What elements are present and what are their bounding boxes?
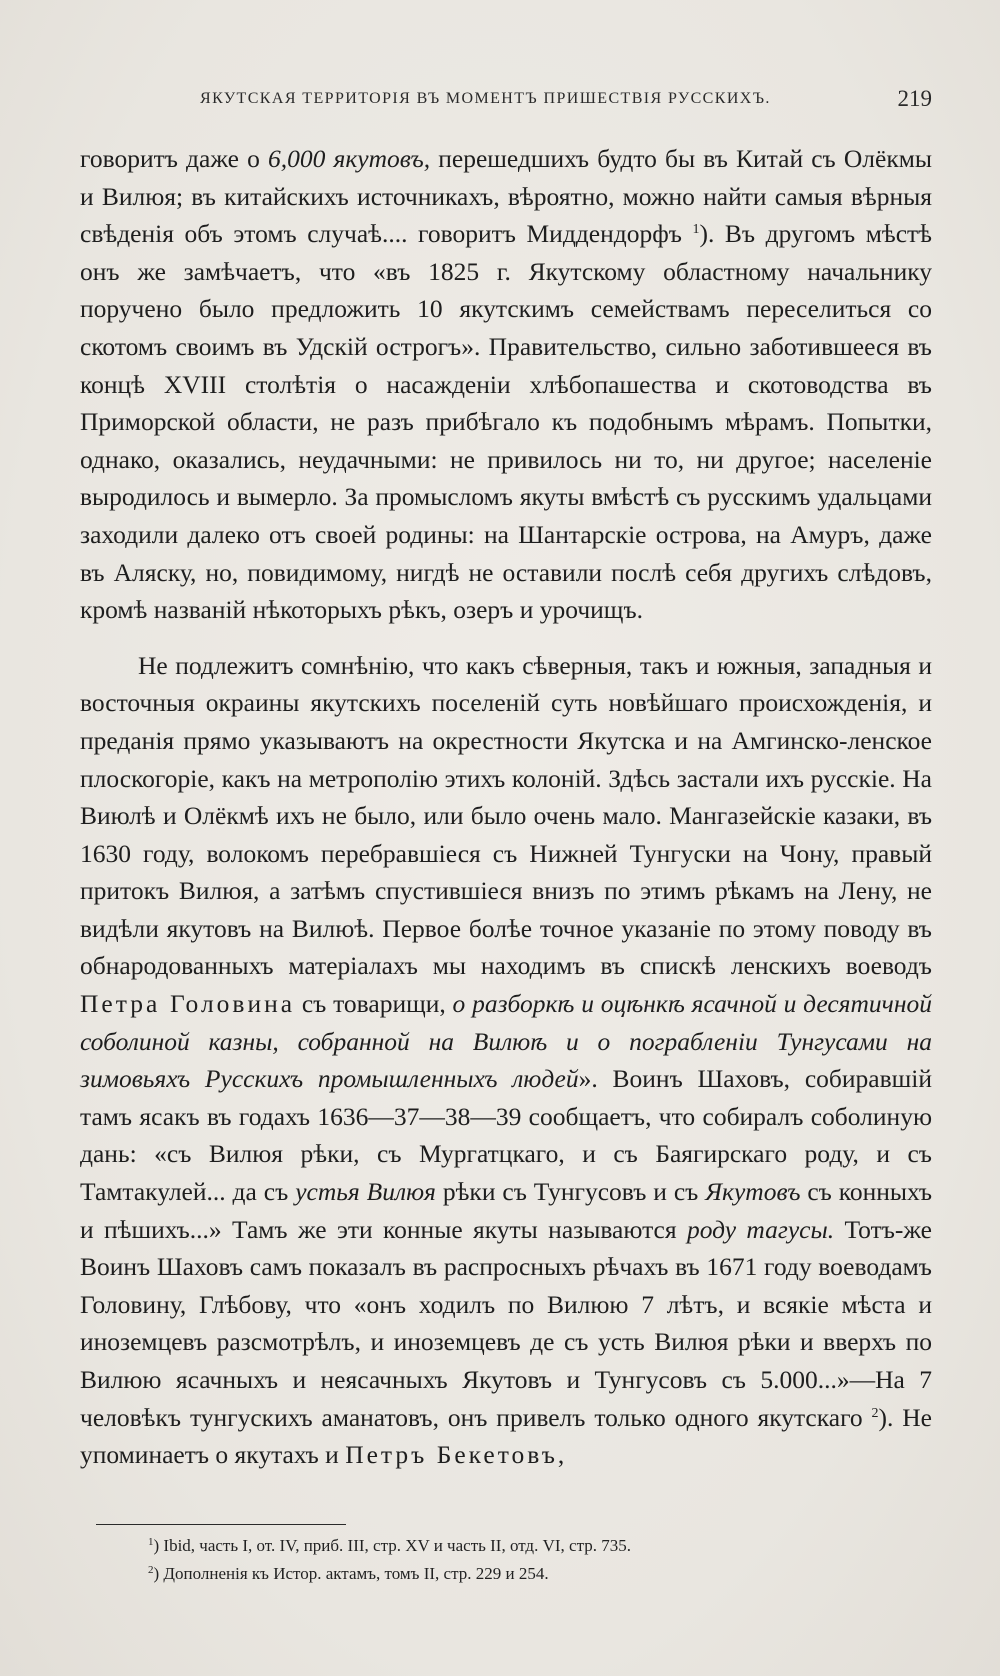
text-run: , bbox=[557, 1440, 565, 1470]
footnote-2 bbox=[148, 1560, 908, 1588]
footnote-ref-1: 1 bbox=[692, 222, 700, 238]
footnotes bbox=[148, 1532, 908, 1588]
running-head bbox=[80, 86, 932, 118]
footnote-1 bbox=[148, 1532, 908, 1560]
italic-run: о разборкѣ и оцѣнкѣ ясачной и десятичной соболиной казны, собранной на Вилюѣ и о пограбленіи Тунгусами на зимовьяхъ Русскихъ промышленныхъ людей bbox=[80, 989, 932, 1094]
text-run: съ конныхъ и пѣшихъ...» Тамъ же эти конные якуты называются bbox=[80, 1177, 933, 1244]
footnote-divider bbox=[96, 1524, 346, 1525]
footnote-mark: 1 bbox=[148, 1536, 154, 1548]
text-run: говоритъ даже о bbox=[80, 144, 268, 173]
text-run: Не подлежитъ сомнѣнію, что какъ сѣверныя, такъ и южныя, западныя и восточныя окраины якутскихъ поселеній суть новѣйшаго происхожденія, и преданія прямо указываютъ на окрестности Якутска и на Амгинско-ленское плоскогоріе, какъ на метрополію этихъ колоній. Здѣсь застали ихъ русскіе. На Виюлѣ и Олёкмѣ ихъ не было, или было очень мало. Мангазейскіе казаки, въ 1630 году, волокомъ перебравшіеся съ Нижней Тунгуски на Чону, правый притокъ Вилюя, а затѣмъ спустившіеся внизъ по этимъ рѣкамъ на Лену, не видѣли якутовъ на Вилюѣ. Первое болѣе точное указаніе по этому поводу въ обнародованныхъ матеріалахъ мы находимъ въ спискѣ ленскихъ воеводъ bbox=[80, 650, 932, 981]
text-run: ). Въ другомъ мѣстѣ онъ же замѣчаетъ, что «въ 1825 г. Якутскому областному начальнику поручено было предложить 10 якутскимъ семействамъ переселиться со скотомъ своимъ въ Удскій острогъ». Правительство, сильно заботившееся въ концѣ XVIII столѣтія о насажденіи хлѣбопашества и скотоводства въ Приморской области, не разъ прибѣгало къ подобнымъ мѣрамъ. Попытки, однако, оказались, неудачными: не привилось ни то, ни другое; населеніе выродилось и вымерло. За промысломъ якуты вмѣстѣ съ русскимъ удальцами заходили далеко отъ своей родины: на Шантарскіе острова, на Амуръ, даже въ Аляску, но, повидимому, нигдѣ не оставили послѣ себя другихъ слѣдовъ, кромѣ названій нѣкоторыхъ рѣкъ, озеръ и урочищъ. bbox=[80, 219, 933, 625]
running-title: ЯКУТСКАЯ ТЕРРИТОРІЯ ВЪ МОМЕНТЪ ПРИШЕСТВІЯ РУССКИХЪ. bbox=[200, 90, 771, 107]
text-run: ). Не упоминаетъ о якутахъ и bbox=[80, 1402, 932, 1470]
italic-run: устья Вилюя bbox=[295, 1177, 436, 1207]
footnote-text: ) Ibid, часть I, от. IV, приб. III, стр. XV и часть II, отд. VI, стр. 735. bbox=[153, 1536, 631, 1555]
footnote-text: ) Дополненія къ Истор. актамъ, томъ II, стр. 229 и 254. bbox=[153, 1564, 549, 1583]
footnote-ref-2: 2 bbox=[871, 1405, 879, 1421]
page-number: 219 bbox=[897, 86, 932, 111]
text-run: съ товарищи, bbox=[295, 989, 453, 1019]
text-run: перешедшихъ будто бы въ Китай съ Олёкмы и Вилюя; въ китайскихъ источникахъ, вѣроятно, можно найти самыя вѣрныя свѣденія объ этомъ случаѣ.... говоритъ Миддендорфъ bbox=[80, 144, 932, 249]
paragraph-1 bbox=[80, 140, 932, 629]
spaced-name: Петра Головина bbox=[80, 989, 296, 1019]
italic-run: роду тагусы. bbox=[686, 1214, 835, 1244]
body-text bbox=[80, 140, 932, 1474]
paragraph-2 bbox=[80, 647, 932, 1474]
spaced-name: Петръ Бекетовъ bbox=[345, 1440, 558, 1470]
italic-run: 6,000 якутовъ, bbox=[267, 144, 431, 173]
italic-run: Якутовъ bbox=[705, 1177, 801, 1207]
text-run: Тотъ-же Воинъ Шаховъ самъ показалъ въ распросныхъ рѣчахъ въ 1671 году воеводамъ Головину, Глѣбову, что «онъ ходилъ по Вилюю 7 лѣтъ, и всякіе мѣста и иноземцевъ разсмотрѣлъ, и иноземцевъ де съ усть Вилюя рѣки и вверхъ по Вилюю ясачныхъ и неясачныхъ Якутовъ и Тунгусовъ съ 5.000...»—На 7 человѣкъ тунгускихъ аманатовъ, онъ привелъ только одного якутскаго bbox=[80, 1214, 932, 1432]
footnote-mark: 2 bbox=[148, 1564, 154, 1576]
text-run: ». Воинъ Шаховъ, собиравшій тамъ ясакъ въ годахъ 1636—37—38—39 сообщаетъ, что собиралъ соболиную дань: «съ Вилюя рѣки, съ Мургатцкаго, и съ Баягирскаго роду, и съ Тамтакулей... да съ bbox=[80, 1064, 932, 1207]
text-run: рѣки съ Тунгусовъ и съ bbox=[435, 1177, 706, 1207]
